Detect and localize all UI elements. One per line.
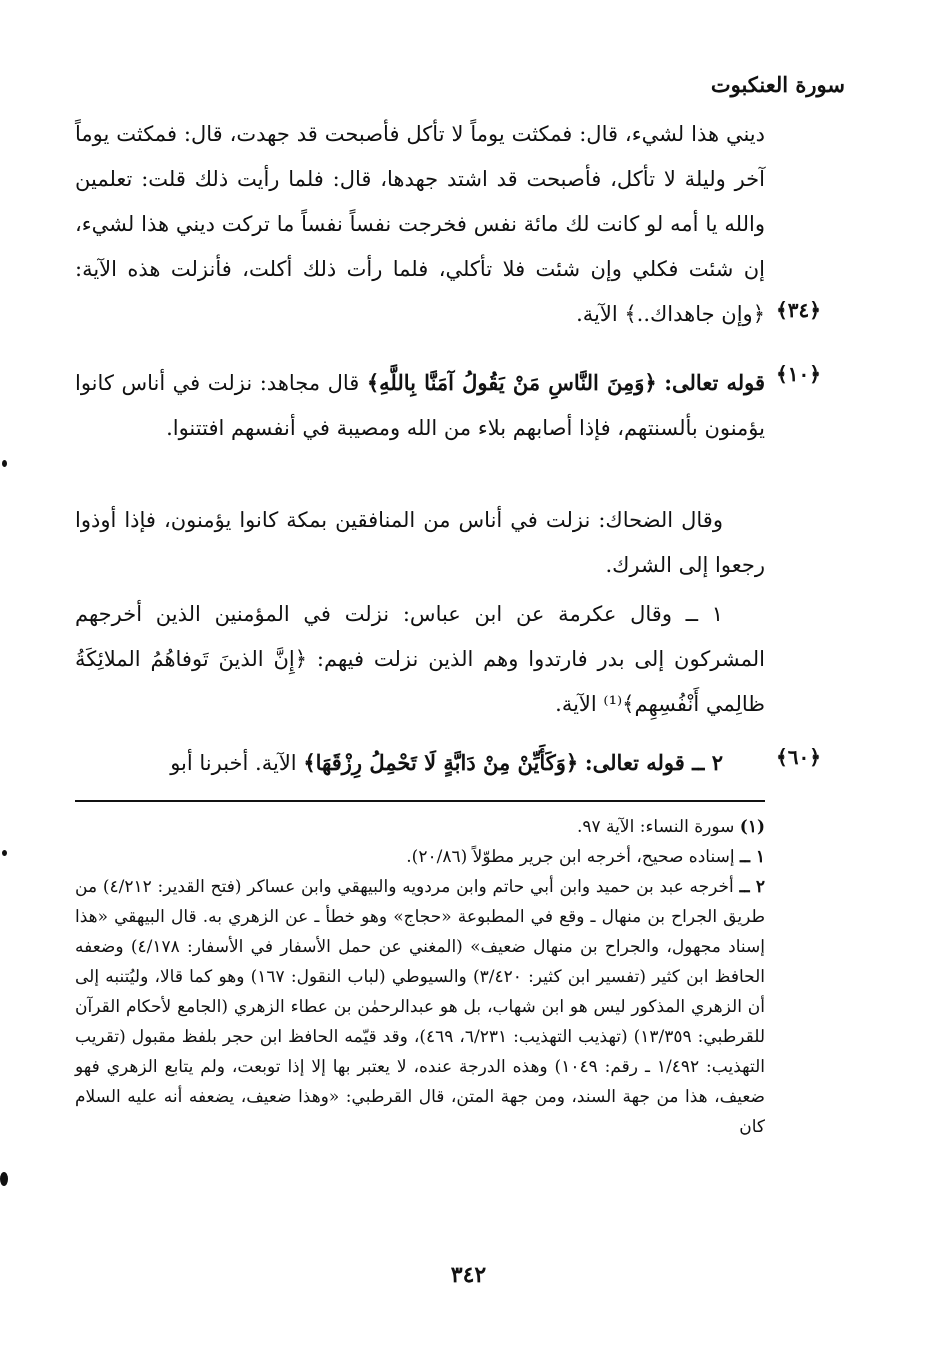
paragraph-block-4 (75, 592, 765, 727)
footnote-number: (١) (739, 817, 765, 837)
paragraph-text (75, 740, 765, 786)
commentary-text: قال مجاهد: نزلت في أناس كانوا يؤمنون بألسنتهم، فإذا أصابهم بلاء من الله ومصيبة في أنفسهم افتتنوا. (75, 371, 765, 440)
page-number: ٣٤٢ (450, 1262, 487, 1288)
paragraph-block-3 (75, 498, 765, 588)
running-header: سورة العنكبوت (710, 72, 845, 97)
paragraph-block-5 (75, 740, 765, 786)
paragraph-block-2 (75, 360, 765, 451)
footnote-separator (75, 800, 765, 802)
paragraph-text: ديني هذا لشيء، قال: فمكثت يوماً لا تأكل فأصبحت قد جهدت، قال: فمكثت يوماً آخر وليلة لا تأكل، فأصبحت قد اشتد جهدها، قال: فلما رأيت ذلك قلت: تعلمين والله يا أمه لو كانت لك مائة نفس فخرجت نفساً نفساً ما تركت ديني هذا لشيء، إن شئت فكلي وإن شئت فلا تأكلي، فلما رأت ذلك أكلت، فأنزلت هذه الآية: ﴿وإن جاهداك..﴾ الآية. (75, 122, 765, 326)
lead-phrase: قوله تعالى: (664, 370, 765, 395)
verse-number-marker-60: ﴿٦٠﴾ (776, 745, 821, 769)
scan-speck (2, 850, 7, 856)
footnotes (75, 812, 765, 1142)
footnote-item (75, 842, 765, 872)
footnote-text: إسناده صحيح، أخرجه ابن جرير مطوّلاً (٢٠/٨٦). (406, 847, 735, 867)
scan-speck (0, 1172, 8, 1186)
commentary-text: الآية. أخبرنا أبو (170, 751, 297, 775)
quranic-verse: ﴿وَكَأَيِّنْ مِنْ دَابَّةٍ لَا تَحْمِلُ رِزْقَهَا﴾ (303, 750, 579, 775)
verse-number-marker-10: ﴿١٠﴾ (776, 362, 821, 386)
footnote-number: ١ ــ (739, 847, 765, 867)
quranic-verse: ﴿وَمِنَ النَّاسِ مَنْ يَقُولُ آمَنَّا بِاللَّهِ﴾ (366, 370, 657, 395)
verse-number-marker-34: ﴿٣٤﴾ (776, 298, 821, 322)
footnote-text: سورة النساء: الآية ٩٧. (576, 817, 735, 837)
footnote-number: ٢ ــ (739, 877, 766, 897)
footnote-text: أخرجه عبد بن حميد وابن أبي حاتم وابن مردويه والبيهقي وابن عساكر (فتح القدير: ٤/٢١٢) من طريق الجراح بن منهال ـ وقع في المطبوعة «حجاج» وهو خطأ ـ عن الزهري به. قال البيهقي «هذا إسناد مجهول، والجراح بن منهال ضعيف» (المغني عن حمل الأسفار في الأسفار: ٤/١٧٨) وضعفه الحافظ ابن كثير (تفسير ابن كثير: ٣/٤٢٠) والسيوطي (لباب النقول: ١٦٧) وهو كما قالا، وليُتنبه إلى أن الزهري المذكور ليس هو ابن شهاب، بل هو عبدالرحمٰن بن عطاء الزهري (الجامع لأحكام القرآن للقرطبي: ١٣/٣٥٩) (تهذيب التهذيب: ٦/٢٣١، ٤٦٩)، وقد قيّمه الحافظ ابن حجر بلفظ مقبول (تقريب التهذيب: ١/٤٩٢ ـ رقم: ١٠٤٩) وهذه الدرجة عنده، لا يعتبر بها إلا إذا توبعت، ولم يتابع الزهري فهو ضعيف، هذا من جهة السند، ومن جهة المتن، قال القرطبي: «وهذا ضعيف، يضعفه أنه عليه السلام كان (75, 877, 766, 1137)
paragraph-text (75, 360, 765, 451)
paragraph-block-1 (75, 112, 765, 337)
lead-phrase: ٢ ــ قوله تعالى: (584, 750, 723, 775)
scan-speck (2, 460, 7, 467)
footnote-item (75, 872, 765, 1142)
footnote-item (75, 812, 765, 842)
paragraph-text: ١ ــ وقال عكرمة عن ابن عباس: نزلت في المؤمنين الذين أخرجهم المشركون إلى بدر فارتدوا وهم الذين نزلت فيهم: ﴿إِنَّ الذينَ تَوفاهُمُ الملائِكَةُ ظالِمي أَنْفُسِهِم﴾⁽¹⁾ الآية. (75, 602, 765, 716)
paragraph-text: وقال الضحاك: نزلت في أناس من المنافقين بمكة كانوا يؤمنون، فإذا أوذوا رجعوا إلى الشرك. (75, 508, 765, 577)
